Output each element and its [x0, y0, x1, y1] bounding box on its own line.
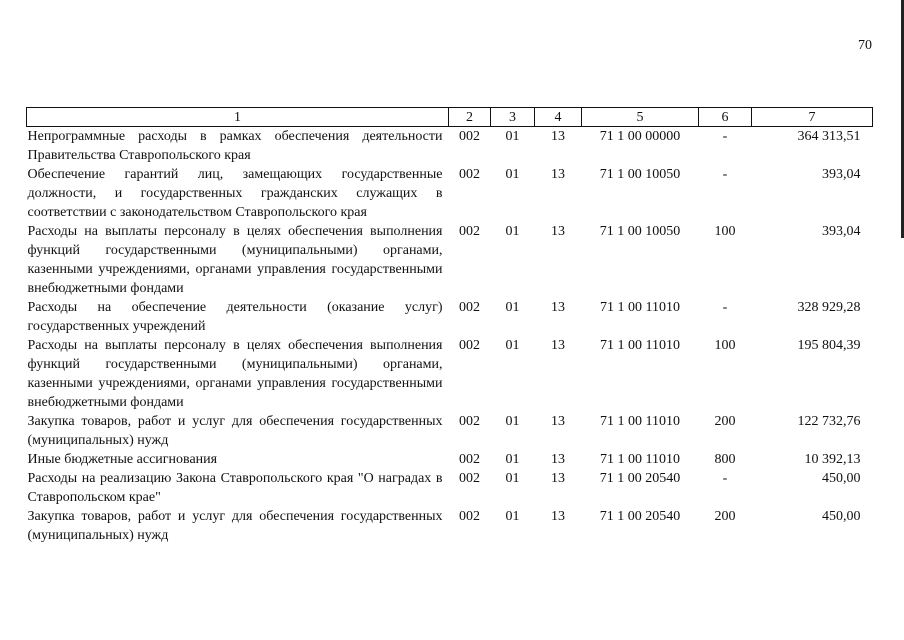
amount: 328 929,28: [797, 300, 861, 315]
amount: 122 732,76: [797, 414, 861, 429]
expense-type-code: 100: [714, 224, 736, 239]
section-code: 01: [505, 300, 520, 315]
ministry-code: 002: [459, 509, 480, 524]
expense-name: Иные бюджетные ассигнования: [27, 452, 218, 467]
amount: 450,00: [822, 471, 861, 486]
ministry-code: 002: [459, 300, 480, 315]
ministry-code: 002: [459, 129, 480, 144]
expense-type-code: -: [722, 167, 728, 182]
amount: 393,04: [822, 167, 861, 182]
section-code: 01: [505, 224, 520, 239]
expense-type-code: 100: [714, 338, 736, 353]
expense-type-code: -: [722, 471, 728, 486]
section-code: 01: [505, 509, 520, 524]
ministry-code: 002: [459, 414, 480, 429]
expense-type-code: -: [722, 129, 728, 144]
expense-name: Непрограммные расходы в рамках обеспечения деятельности Правительства Ставропольского края: [27, 129, 443, 163]
page-number: 70: [858, 38, 872, 53]
ministry-code: 002: [459, 338, 480, 353]
section-code: 01: [505, 338, 520, 353]
amount: 10 392,13: [804, 452, 861, 467]
column-header-6: 6: [699, 108, 752, 127]
expense-name: Обеспечение гарантий лиц, замещающих государственные должности, и государственных гражданских служащих в соответствии с законодательством Ставропольского края: [27, 167, 443, 220]
header-row: [27, 108, 873, 127]
expense-name: Расходы на выплаты персоналу в целях обеспечения выполнения функций государственными (муниципальными) органами, казенными учреждениями, органами управления государственными внебюджетными фондами: [27, 338, 443, 410]
subsection-code: 13: [551, 300, 565, 315]
column-header-1: 1: [27, 108, 449, 127]
ministry-code: 002: [459, 224, 480, 239]
table-row: [27, 412, 873, 450]
expense-name: Расходы на выплаты персоналу в целях обеспечения выполнения функций государственными (муниципальными) органами, казенными учреждениями, органами управления государственными внебюджетными фондами: [27, 224, 443, 296]
column-header-4: 4: [535, 108, 582, 127]
table-row: [27, 507, 873, 545]
subsection-code: 13: [551, 224, 565, 239]
ministry-code: 002: [459, 471, 480, 486]
subsection-code: 13: [551, 338, 565, 353]
subsection-code: 13: [551, 452, 565, 467]
table-row: [27, 127, 873, 166]
target-code: 71 1 00 11010: [600, 414, 680, 429]
section-code: 01: [505, 452, 520, 467]
budget-table: [26, 107, 873, 545]
expense-type-code: 800: [714, 452, 736, 467]
ministry-code: 002: [459, 167, 480, 182]
target-code: 71 1 00 10050: [599, 167, 681, 182]
section-code: 01: [505, 471, 520, 486]
subsection-code: 13: [551, 509, 565, 524]
ministry-code: 002: [459, 452, 480, 467]
target-code: 71 1 00 11010: [600, 452, 680, 467]
subsection-code: 13: [551, 471, 565, 486]
table-row: [27, 165, 873, 222]
table-row: [27, 336, 873, 412]
target-code: 71 1 00 00000: [599, 129, 681, 144]
subsection-code: 13: [551, 129, 565, 144]
section-code: 01: [505, 129, 520, 144]
amount: 393,04: [822, 224, 861, 239]
section-code: 01: [505, 414, 520, 429]
column-header-5: 5: [582, 108, 699, 127]
subsection-code: 13: [551, 167, 565, 182]
column-header-2: 2: [449, 108, 491, 127]
expense-name: Расходы на обеспечение деятельности (оказание услуг) государственных учреждений: [27, 300, 443, 334]
expense-name: Расходы на реализацию Закона Ставропольского края "О наградах в Ставропольском крае": [27, 471, 443, 505]
amount: 450,00: [822, 509, 861, 524]
subsection-code: 13: [551, 414, 565, 429]
expense-name: Закупка товаров, работ и услуг для обеспечения государственных (муниципальных) нужд: [27, 509, 443, 543]
table-row: [27, 469, 873, 507]
table-row: [27, 450, 873, 469]
target-code: 71 1 00 20540: [599, 471, 681, 486]
expense-type-code: 200: [714, 509, 736, 524]
table-row: [27, 298, 873, 336]
column-header-3: 3: [491, 108, 535, 127]
expense-type-code: 200: [714, 414, 736, 429]
target-code: 71 1 00 11010: [600, 300, 680, 315]
target-code: 71 1 00 10050: [599, 224, 681, 239]
expense-type-code: -: [722, 300, 728, 315]
column-header-7: 7: [752, 108, 873, 127]
target-code: 71 1 00 11010: [600, 338, 680, 353]
amount: 195 804,39: [797, 338, 861, 353]
section-code: 01: [505, 167, 520, 182]
target-code: 71 1 00 20540: [599, 509, 681, 524]
expense-name: Закупка товаров, работ и услуг для обеспечения государственных (муниципальных) нужд: [27, 414, 443, 448]
table-row: [27, 222, 873, 298]
amount: 364 313,51: [797, 129, 861, 144]
